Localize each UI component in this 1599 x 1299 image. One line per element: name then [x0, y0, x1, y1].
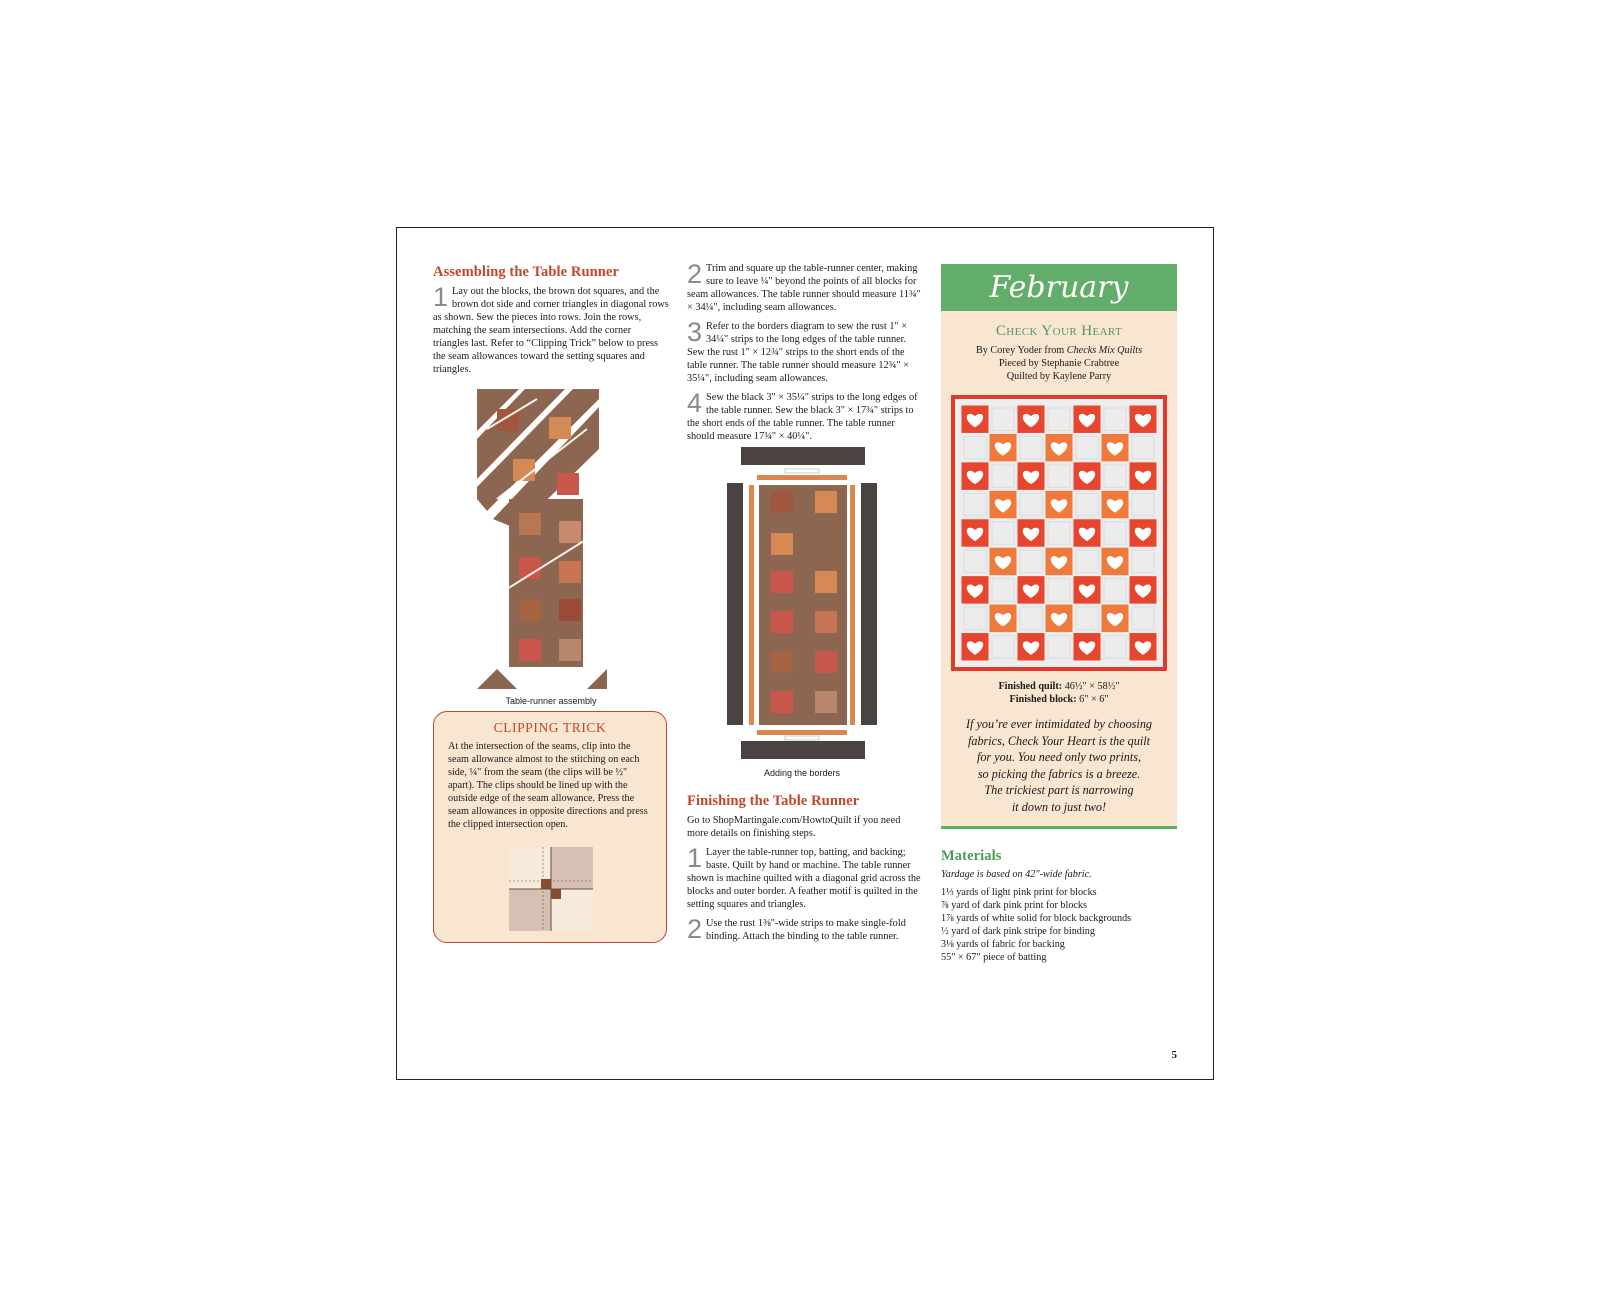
quilt-plain-block: [1130, 491, 1157, 518]
byline-prefix: By Corey Yoder from: [975, 345, 1067, 356]
blurb-line: for you. You need only two prints,: [976, 750, 1142, 764]
quilt-plain-block: [1102, 633, 1129, 660]
assembly-diagram: [477, 389, 627, 689]
quilt-heart-block: [1130, 519, 1157, 546]
step-text: Use the rust 1⅜"-wide strips to make single-fold binding. Attach the binding to the table runner.: [706, 918, 906, 942]
blurb-line: so picking the fabrics is a breeze.: [977, 766, 1141, 781]
quilt-heart-block: [962, 406, 989, 433]
blurb-line: If you’re ever intimidated by choosing: [965, 717, 1153, 731]
materials-section: [941, 848, 1177, 964]
assembling-heading: Assembling the Table Runner: [433, 264, 620, 280]
finish-step-1: [687, 843, 923, 911]
quilt-plain-block: [1046, 519, 1073, 546]
finished-quilt: [941, 680, 1177, 693]
pieced-by: Pieced by Stephanie Crabtree: [998, 358, 1120, 369]
quilt-heart-block: [990, 434, 1017, 461]
materials-item: ⅞ yard of dark pink print for blocks: [941, 900, 1087, 911]
materials-item: 1⅞ yards of white solid for block backgrounds: [941, 913, 1132, 924]
quilt-heart-block: [962, 462, 989, 489]
clipping-diagram: [509, 847, 593, 931]
quilt-heart-block: [1018, 519, 1045, 546]
step-text: Layer the table-runner top, batting, and backing; baste. Quilt by hand or machine. The table runner shown is machine quilted with a diagonal grid across the blocks and outer border. A feather motif is quilted in the setting squares and triangles.: [687, 847, 921, 910]
clipping-trick-box: [433, 711, 667, 943]
finishing-heading: Finishing the Table Runner: [687, 793, 860, 809]
step-number: 4: [687, 388, 703, 418]
quilt-heart-block: [1018, 406, 1045, 433]
materials-note: Yardage is based on 42"-wide fabric.: [941, 869, 1092, 880]
table-runner-assembly-figure: [477, 389, 627, 689]
quilted-by: Quilted by Kaylene Parry: [1006, 371, 1112, 382]
quilt-photo: [951, 395, 1167, 671]
step-text: Refer to the borders diagram to sew the rust 1" × 34¼" strips to the long edges of the table runner. Sew the rust 1" × 12¾" strips to the short ends of the table runner. The table runner should measure 12¾" × 35¼", including seam allowances.: [687, 321, 909, 384]
step-number: 1: [687, 843, 703, 873]
materials-heading: Materials: [941, 848, 1002, 864]
finished-block: [941, 693, 1177, 706]
quilt-plain-block: [1018, 605, 1045, 632]
quilt-plain-block: [1074, 605, 1101, 632]
quilt-heart-block: [1074, 576, 1101, 603]
step-number: 2: [687, 259, 703, 289]
quilt-plain-block: [1102, 576, 1129, 603]
step-text: Sew the black 3" × 35¼" strips to the long edges of the table runner. Sew the black 3" × 17¾" strips to the short ends of the table runner. The table runner should measure 17¾" × 40¼".: [687, 392, 918, 442]
assembly-caption: Table-runner assembly: [505, 696, 597, 706]
quilt-plain-block: [1102, 406, 1129, 433]
quilt-heart-block: [962, 633, 989, 660]
quilt-plain-block: [1130, 605, 1157, 632]
quilt-plain-block: [962, 605, 989, 632]
quilt-heart-block: [1130, 576, 1157, 603]
quilt-plain-block: [990, 519, 1017, 546]
quilt-plain-block: [990, 633, 1017, 660]
step-number: 2: [687, 914, 703, 944]
quilt-plain-block: [1074, 548, 1101, 575]
quilt-plain-block: [1046, 406, 1073, 433]
quilt-heart-block: [990, 605, 1017, 632]
finished-quilt-value: 46½" × 58½": [1062, 681, 1120, 692]
quilt-plain-block: [1018, 434, 1045, 461]
quilt-heart-block: [1130, 406, 1157, 433]
quilt-plain-block: [990, 462, 1017, 489]
materials-item: ½ yard of dark pink stripe for binding: [941, 926, 1095, 937]
quilt-plain-block: [1046, 576, 1073, 603]
month-banner: February: [941, 264, 1177, 311]
quilt-heart-block: [1102, 434, 1129, 461]
quilt-plain-block: [990, 576, 1017, 603]
middle-column: [687, 259, 923, 944]
finished-block-value: 6" × 6": [1076, 694, 1109, 705]
borders-caption: Adding the borders: [763, 768, 841, 778]
finished-block-label: Finished block:: [1009, 694, 1077, 705]
step-2: [687, 259, 923, 314]
finishing-section: [687, 793, 923, 949]
quilt-plain-block: [962, 491, 989, 518]
materials-item: 1⅓ yards of light pink print for blocks: [941, 887, 1097, 898]
quilt-plain-block: [1102, 519, 1129, 546]
book-title: Checks Mix Quilts: [1066, 345, 1143, 356]
quilt-plain-block: [962, 434, 989, 461]
quilt-heart-block: [1130, 462, 1157, 489]
quilt-heart-block: [1130, 633, 1157, 660]
borders-figure: [727, 447, 877, 759]
quilt-heart-block: [1018, 633, 1045, 660]
quilt-plain-block: [1130, 548, 1157, 575]
step-number: 3: [687, 317, 703, 347]
quilt-heart-block: [1018, 576, 1045, 603]
quilt-heart-block: [1074, 462, 1101, 489]
quilt-plain-block: [1074, 434, 1101, 461]
quilt-heart-block: [1074, 633, 1101, 660]
byline: [941, 344, 1177, 357]
step-4: [687, 388, 923, 443]
quilt-heart-block: [1046, 605, 1073, 632]
borders-diagram: [727, 447, 877, 759]
blurb-line: The trickiest part is narrowing: [984, 783, 1134, 797]
quilt-plain-block: [990, 406, 1017, 433]
tip-text: At the intersection of the seams, clip into the seam allowance almost to the stitching on each side, ¼" from the seam (the clips will be ½" apart). The clips should be lined up with the outside edge of the seam allowance. Press the seam allowances in opposite directions and press the clipped intersection open.: [448, 741, 648, 830]
quilt-plain-block: [962, 548, 989, 575]
materials-list: [941, 886, 1177, 964]
quilt-heart-block: [962, 576, 989, 603]
quilt-heart-block: [1102, 605, 1129, 632]
finish-step-2: [687, 914, 923, 944]
project-blurb: [941, 716, 1177, 815]
quilt-heart-block: [962, 519, 989, 546]
step-3: [687, 317, 923, 385]
quilt-image: [951, 395, 1167, 671]
blurb-line: it down to just two!: [1011, 799, 1107, 814]
quilt-plain-block: [1018, 548, 1045, 575]
quilt-plain-block: [1046, 462, 1073, 489]
quilt-plain-block: [1046, 633, 1073, 660]
step-number: 1: [433, 282, 449, 312]
quilt-plain-block: [1130, 434, 1157, 461]
finished-sizes: [941, 680, 1177, 706]
step-text: Trim and square up the table-runner center, making sure to leave ¼" beyond the points of all blocks for seam allowances. The table runner should measure 11¾" × 34¼", including seam allowances.: [687, 263, 921, 313]
tip-title: CLIPPING TRICK: [493, 720, 607, 735]
project-title: Check Your Heart: [995, 323, 1123, 339]
materials-item: 3⅛ yards of fabric for backing: [941, 939, 1065, 950]
quilt-plain-block: [1102, 462, 1129, 489]
quilt-heart-block: [1046, 434, 1073, 461]
quilt-heart-block: [1074, 519, 1101, 546]
blurb-line: fabrics, Check Your Heart is the quilt: [967, 733, 1151, 748]
project-panel: [941, 264, 1177, 829]
quilt-heart-block: [1018, 462, 1045, 489]
quilt-plain-block: [1074, 491, 1101, 518]
quilt-plain-block: [1018, 491, 1045, 518]
step-1: [433, 282, 669, 376]
finished-quilt-label: Finished quilt:: [998, 681, 1063, 692]
quilt-heart-block: [990, 491, 1017, 518]
materials-item: 55" × 67" piece of batting: [941, 952, 1047, 963]
page-number: 5: [1171, 1049, 1177, 1061]
quilt-heart-block: [1102, 548, 1129, 575]
finishing-intro: Go to ShopMartingale.com/HowtoQuilt if you need more details on finishing steps.: [687, 815, 901, 839]
quilt-heart-block: [1046, 491, 1073, 518]
left-column: [433, 264, 669, 830]
quilt-heart-block: [1102, 491, 1129, 518]
quilt-heart-block: [1046, 548, 1073, 575]
step-text: Lay out the blocks, the brown dot squares, and the brown dot side and corner triangles in diagonal rows as shown. Sew the pieces into rows. Join the rows, matching the seam intersections. Add the corner triangles last. Refer to “Clipping Trick” below to press the seam allowances toward the setting squares and triangles.: [433, 286, 669, 375]
quilt-heart-block: [990, 548, 1017, 575]
document-page: [396, 227, 1214, 1080]
quilt-heart-block: [1074, 406, 1101, 433]
